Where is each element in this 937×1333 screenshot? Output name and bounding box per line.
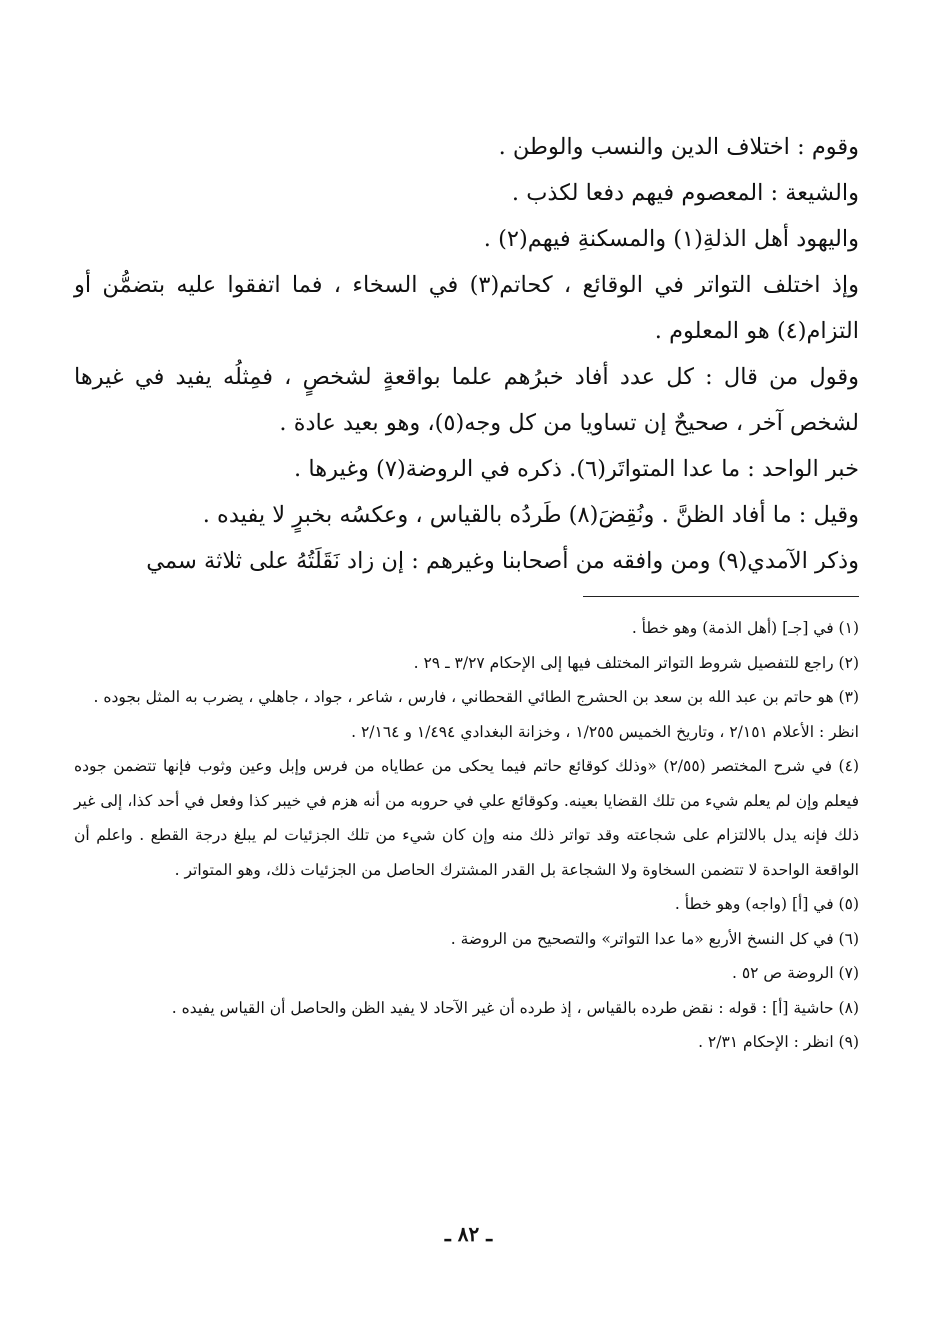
main-line: وإذ اختلف التواتر في الوقائع ، كحاتم(٣) في السخاء ، فما اتفقوا عليه بتضمُّن أو التزام(٤) هو المعلوم . — [74, 272, 859, 344]
footnote: (١) في [جـ] (أهل الذمة) وهو خطأ . — [631, 619, 859, 637]
main-text — [74, 124, 859, 584]
page-number: ـ ٨٢ ـ — [444, 1222, 493, 1246]
main-line: والشيعة : المعصوم فيهم دفعا لكذب . — [511, 180, 859, 206]
footnotes — [74, 611, 859, 1060]
main-line: وقول من قال : كل عدد أفاد خبرُهم علما بواقعةٍ لشخصٍ ، فمِثلُه يفيد في غيرها لشخص آخر ، صحيحٌ إن تساويا من كل وجه(٥)، وهو بعيد عادة . — [74, 364, 859, 436]
main-line: وذكر الآمدي(٩) ومن وافقه من أصحابنا وغيرهم : إن زاد نَقَلَتُهُ على ثلاثة سمي — [146, 548, 859, 574]
main-line: وقوم : اختلاف الدين والنسب والوطن . — [498, 134, 859, 160]
main-line: واليهود أهل الذلةِ(١) والمسكنةِ فيهم(٢) . — [483, 226, 859, 252]
footnote: (٧) الروضة ص ٥٢ . — [731, 964, 859, 982]
footnote: (٥) في [أ] (واجه) وهو خطأ . — [674, 895, 859, 913]
footnote: (٤) في شرح المختصر (٢/٥٥) «وذلك كوقائع حاتم فيما يحكى من عطاياه من فرس وإبل وعين وثوب فإنها تتضمن جوده فيعلم وإن لم يعلم شيء من تلك القضايا بعينه. وكوقائع علي في حروبه من أنه هزم في خيبر كذا وفعل في أحد كذا، إلى غير ذلك فإنه يدل بالالتزام على شجاعته وقد تواتر ذلك منه وإن كان شيء من تلك الجزئيات لم يبلغ درجة القطع . واعلم أن الواقعة الواحدة لا تتضمن السخاوة ولا الشجاعة بل القدر المشترك الحاصل من الجزئيات ذلك، وهو المتواتر . — [74, 757, 859, 879]
footnote: (٣) هو حاتم بن عبد الله بن سعد بن الحشرج الطائي القحطاني ، فارس ، شاعر ، جواد ، جاهلي ، يضرب به المثل بجوده . — [93, 688, 859, 706]
footnote: (٨) حاشية [أ] : قوله : نقض طرده بالقياس ، إذ طرده أن غير الآحاد لا يفيد الظن والحاصل أن القياس يفيده . — [171, 998, 859, 1017]
main-line: خبر الواحد : ما عدا المتواتَر(٦). ذكره في الروضة(٧) وغيرها . — [294, 456, 859, 482]
main-line: وقيل : ما أفاد الظنَّ . ونُقِضَ(٨) طَردُه بالقياس ، وعكسُه بخبرٍ لا يفيده . — [202, 502, 859, 528]
footnote: (٢) راجع للتفصيل شروط التواتر المختلف فيها إلى الإحكام ٣/٢٧ ـ ٢٩ . — [413, 653, 859, 672]
footnote-separator — [583, 596, 859, 597]
footnote: (٦) في كل النسخ الأربع «ما عدا التواتر» والتصحيح من الروضة . — [450, 929, 859, 948]
footnote: انظر : الأعلام ٢/١٥١ ، وتاريخ الخميس ١/٢٥٥ ، وخزانة البغدادي ١/٤٩٤ و ٢/١٦٤ . — [351, 722, 859, 741]
footnote: (٩) انظر : الإحكام ٢/٣١ . — [698, 1033, 859, 1051]
